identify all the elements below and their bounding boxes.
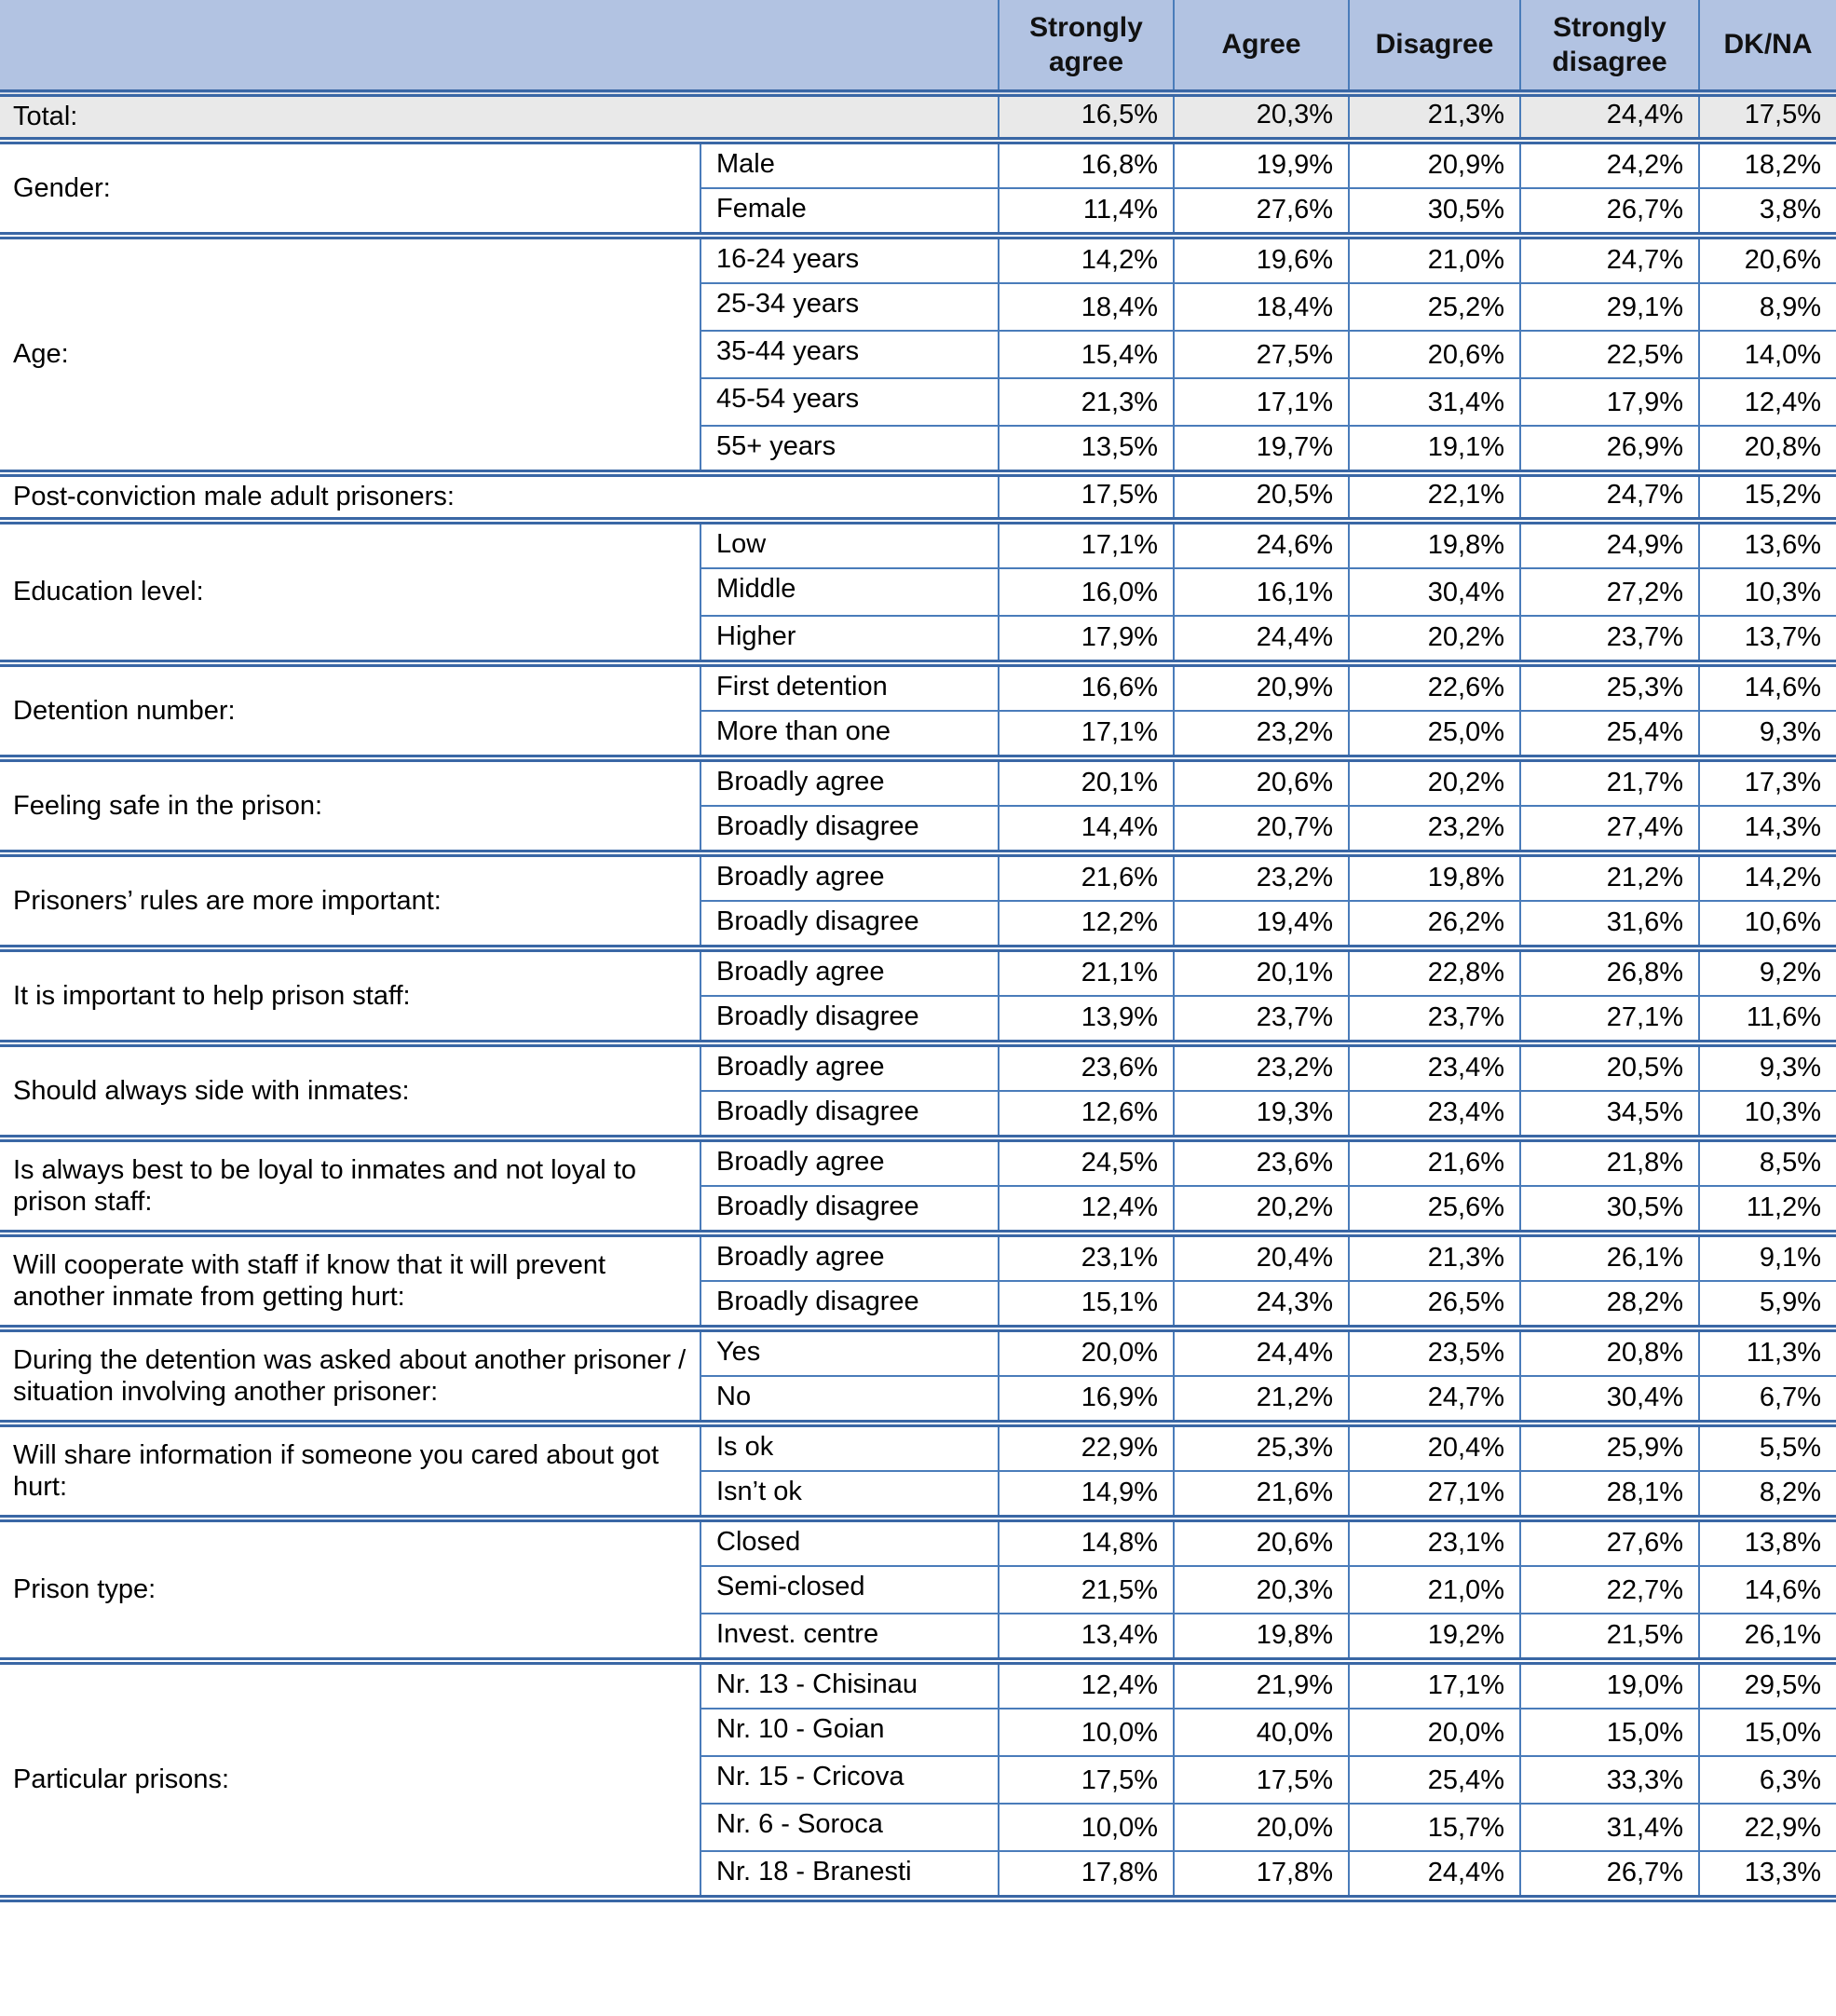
subcategory-cell: Is ok (700, 1423, 999, 1471)
subcategory-cell: Broadly disagree (700, 806, 999, 853)
value-cell: 3,8% (1699, 188, 1836, 236)
value-cell: 20,4% (1174, 1233, 1349, 1281)
value-cell: 21,2% (1520, 853, 1699, 901)
column-header-strongly-disagree: Strongly disagree (1520, 0, 1699, 93)
value-cell: 20,1% (1174, 948, 1349, 996)
value-cell: 23,1% (999, 1233, 1174, 1281)
value-cell: 18,2% (1699, 141, 1836, 188)
value-cell: 11,2% (1699, 1186, 1836, 1233)
value-cell: 23,2% (1174, 711, 1349, 758)
value-cell: 21,8% (1520, 1138, 1699, 1186)
value-cell: 21,5% (999, 1566, 1174, 1614)
value-cell: 31,4% (1349, 378, 1520, 426)
value-cell: 20,2% (1349, 758, 1520, 806)
value-cell: 12,4% (1699, 378, 1836, 426)
value-cell: 23,6% (1174, 1138, 1349, 1186)
value-cell: 27,5% (1174, 331, 1349, 378)
table-row (0, 1138, 1836, 1186)
subcategory-cell: Higher (700, 616, 999, 663)
value-cell: 17,5% (1699, 93, 1836, 141)
value-cell: 21,0% (1349, 1566, 1520, 1614)
table-row (0, 1043, 1836, 1091)
value-cell: 23,1% (1349, 1519, 1520, 1566)
value-cell: 8,9% (1699, 283, 1836, 331)
value-cell: 20,6% (1174, 758, 1349, 806)
value-cell: 24,5% (999, 1138, 1174, 1186)
table-row (0, 1233, 1836, 1281)
subcategory-cell: Broadly disagree (700, 1186, 999, 1233)
table-body (0, 93, 1836, 1899)
value-cell: 20,5% (1520, 1043, 1699, 1091)
value-cell: 15,4% (999, 331, 1174, 378)
value-cell: 21,3% (1349, 93, 1520, 141)
value-cell: 22,7% (1520, 1566, 1699, 1614)
table-row (0, 1423, 1836, 1471)
value-cell: 12,2% (999, 901, 1174, 948)
value-cell: 23,7% (1520, 616, 1699, 663)
value-cell: 23,2% (1174, 1043, 1349, 1091)
subcategory-cell: Nr. 13 - Chisinau (700, 1661, 999, 1709)
category-cell: Prison type: (0, 1519, 700, 1661)
subcategory-cell: No (700, 1376, 999, 1423)
subcategory-cell: Broadly disagree (700, 901, 999, 948)
value-cell: 21,3% (999, 378, 1174, 426)
value-cell: 18,4% (999, 283, 1174, 331)
value-cell: 24,7% (1520, 473, 1699, 521)
subcategory-cell: Semi-closed (700, 1566, 999, 1614)
value-cell: 23,4% (1349, 1091, 1520, 1138)
category-cell: During the detention was asked about another prisoner / situation involving another prisoner: (0, 1328, 700, 1423)
table-row (0, 758, 1836, 806)
value-cell: 17,9% (1520, 378, 1699, 426)
value-cell: 20,6% (1174, 1519, 1349, 1566)
value-cell: 15,0% (1520, 1709, 1699, 1756)
value-cell: 23,2% (1349, 806, 1520, 853)
value-cell: 19,2% (1349, 1614, 1520, 1661)
value-cell: 30,5% (1349, 188, 1520, 236)
value-cell: 20,7% (1174, 806, 1349, 853)
value-cell: 9,3% (1699, 1043, 1836, 1091)
value-cell: 9,3% (1699, 711, 1836, 758)
value-cell: 21,5% (1520, 1614, 1699, 1661)
value-cell: 19,8% (1174, 1614, 1349, 1661)
category-cell: Education level: (0, 521, 700, 663)
column-header-disagree: Disagree (1349, 0, 1520, 93)
table-row (0, 473, 1836, 521)
value-cell: 17,8% (999, 1851, 1174, 1899)
category-cell: Should always side with inmates: (0, 1043, 700, 1138)
category-cell: Age: (0, 236, 700, 473)
value-cell: 10,3% (1699, 568, 1836, 616)
subcategory-cell: Nr. 6 - Soroca (700, 1804, 999, 1851)
table-row (0, 948, 1836, 996)
subcategory-cell: Broadly agree (700, 1233, 999, 1281)
value-cell: 22,9% (999, 1423, 1174, 1471)
value-cell: 13,8% (1699, 1519, 1836, 1566)
category-cell: Particular prisons: (0, 1661, 700, 1899)
value-cell: 17,1% (999, 521, 1174, 568)
category-cell: Total: (0, 93, 999, 141)
value-cell: 11,3% (1699, 1328, 1836, 1376)
value-cell: 14,0% (1699, 331, 1836, 378)
value-cell: 25,6% (1349, 1186, 1520, 1233)
value-cell: 17,1% (1174, 378, 1349, 426)
value-cell: 15,0% (1699, 1709, 1836, 1756)
value-cell: 25,4% (1520, 711, 1699, 758)
table-row (0, 663, 1836, 711)
value-cell: 10,6% (1699, 901, 1836, 948)
table-row (0, 1328, 1836, 1376)
value-cell: 22,1% (1349, 473, 1520, 521)
value-cell: 21,3% (1349, 1233, 1520, 1281)
value-cell: 24,3% (1174, 1281, 1349, 1328)
value-cell: 24,4% (1349, 1851, 1520, 1899)
table-row (0, 141, 1836, 188)
subcategory-cell: Closed (700, 1519, 999, 1566)
subcategory-cell: 45-54 years (700, 378, 999, 426)
value-cell: 21,6% (1174, 1471, 1349, 1519)
value-cell: 26,5% (1349, 1281, 1520, 1328)
value-cell: 16,5% (999, 93, 1174, 141)
value-cell: 28,2% (1520, 1281, 1699, 1328)
category-cell: Feeling safe in the prison: (0, 758, 700, 853)
value-cell: 24,4% (1174, 1328, 1349, 1376)
subcategory-cell: Yes (700, 1328, 999, 1376)
value-cell: 13,5% (999, 426, 1174, 473)
value-cell: 16,1% (1174, 568, 1349, 616)
value-cell: 20,8% (1699, 426, 1836, 473)
category-cell: It is important to help prison staff: (0, 948, 700, 1043)
subcategory-cell: Broadly disagree (700, 996, 999, 1043)
value-cell: 14,6% (1699, 663, 1836, 711)
value-cell: 25,0% (1349, 711, 1520, 758)
value-cell: 25,9% (1520, 1423, 1699, 1471)
value-cell: 29,1% (1520, 283, 1699, 331)
value-cell: 17,8% (1174, 1851, 1349, 1899)
value-cell: 21,9% (1174, 1661, 1349, 1709)
table-header-row (0, 0, 1836, 93)
subcategory-cell: Low (700, 521, 999, 568)
value-cell: 20,0% (1174, 1804, 1349, 1851)
value-cell: 20,6% (1699, 236, 1836, 283)
subcategory-cell: Nr. 15 - Cricova (700, 1756, 999, 1804)
value-cell: 25,2% (1349, 283, 1520, 331)
value-cell: 24,7% (1349, 1376, 1520, 1423)
subcategory-cell: Broadly disagree (700, 1281, 999, 1328)
value-cell: 24,9% (1520, 521, 1699, 568)
value-cell: 14,8% (999, 1519, 1174, 1566)
subcategory-cell: Broadly agree (700, 853, 999, 901)
value-cell: 34,5% (1520, 1091, 1699, 1138)
value-cell: 16,8% (999, 141, 1174, 188)
value-cell: 17,5% (999, 473, 1174, 521)
value-cell: 33,3% (1520, 1756, 1699, 1804)
table-row (0, 521, 1836, 568)
subcategory-cell: First detention (700, 663, 999, 711)
value-cell: 10,0% (999, 1804, 1174, 1851)
value-cell: 29,5% (1699, 1661, 1836, 1709)
value-cell: 19,3% (1174, 1091, 1349, 1138)
value-cell: 19,9% (1174, 141, 1349, 188)
category-cell: Is always best to be loyal to inmates and not loyal to prison staff: (0, 1138, 700, 1233)
value-cell: 17,5% (999, 1756, 1174, 1804)
value-cell: 14,9% (999, 1471, 1174, 1519)
value-cell: 23,7% (1174, 996, 1349, 1043)
value-cell: 22,6% (1349, 663, 1520, 711)
value-cell: 20,3% (1174, 1566, 1349, 1614)
value-cell: 26,1% (1699, 1614, 1836, 1661)
column-header-dk-na: DK/NA (1699, 0, 1836, 93)
header-corner-cell (0, 0, 999, 93)
subcategory-cell: Isn’t ok (700, 1471, 999, 1519)
value-cell: 31,4% (1520, 1804, 1699, 1851)
value-cell: 21,0% (1349, 236, 1520, 283)
value-cell: 24,4% (1520, 93, 1699, 141)
value-cell: 15,2% (1699, 473, 1836, 521)
table-row (0, 1661, 1836, 1709)
value-cell: 28,1% (1520, 1471, 1699, 1519)
category-cell: Post-conviction male adult prisoners: (0, 473, 999, 521)
value-cell: 20,0% (999, 1328, 1174, 1376)
value-cell: 13,4% (999, 1614, 1174, 1661)
value-cell: 27,4% (1520, 806, 1699, 853)
value-cell: 13,6% (1699, 521, 1836, 568)
value-cell: 16,9% (999, 1376, 1174, 1423)
value-cell: 26,1% (1520, 1233, 1699, 1281)
value-cell: 12,4% (999, 1186, 1174, 1233)
value-cell: 26,7% (1520, 1851, 1699, 1899)
value-cell: 30,4% (1520, 1376, 1699, 1423)
category-cell: Prisoners’ rules are more important: (0, 853, 700, 948)
value-cell: 31,6% (1520, 901, 1699, 948)
value-cell: 20,6% (1349, 331, 1520, 378)
value-cell: 40,0% (1174, 1709, 1349, 1756)
value-cell: 30,5% (1520, 1186, 1699, 1233)
value-cell: 13,9% (999, 996, 1174, 1043)
value-cell: 10,3% (1699, 1091, 1836, 1138)
value-cell: 14,4% (999, 806, 1174, 853)
value-cell: 27,6% (1520, 1519, 1699, 1566)
value-cell: 27,6% (1174, 188, 1349, 236)
value-cell: 10,0% (999, 1709, 1174, 1756)
value-cell: 15,7% (1349, 1804, 1520, 1851)
column-header-strongly-agree: Strongly agree (999, 0, 1174, 93)
value-cell: 12,6% (999, 1091, 1174, 1138)
table-row (0, 93, 1836, 141)
value-cell: 21,2% (1174, 1376, 1349, 1423)
value-cell: 22,9% (1699, 1804, 1836, 1851)
value-cell: 14,3% (1699, 806, 1836, 853)
value-cell: 27,2% (1520, 568, 1699, 616)
value-cell: 13,7% (1699, 616, 1836, 663)
value-cell: 16,0% (999, 568, 1174, 616)
value-cell: 19,8% (1349, 853, 1520, 901)
value-cell: 11,4% (999, 188, 1174, 236)
subcategory-cell: Broadly agree (700, 758, 999, 806)
value-cell: 26,9% (1520, 426, 1699, 473)
value-cell: 21,6% (1349, 1138, 1520, 1186)
value-cell: 26,2% (1349, 901, 1520, 948)
value-cell: 26,8% (1520, 948, 1699, 996)
value-cell: 20,9% (1349, 141, 1520, 188)
table-row (0, 236, 1836, 283)
value-cell: 9,2% (1699, 948, 1836, 996)
category-cell: Will share information if someone you cared about got hurt: (0, 1423, 700, 1519)
value-cell: 24,6% (1174, 521, 1349, 568)
subcategory-cell: Middle (700, 568, 999, 616)
value-cell: 25,3% (1520, 663, 1699, 711)
subcategory-cell: Nr. 10 - Goian (700, 1709, 999, 1756)
value-cell: 8,5% (1699, 1138, 1836, 1186)
subcategory-cell: Broadly agree (700, 1138, 999, 1186)
value-cell: 19,0% (1520, 1661, 1699, 1709)
subcategory-cell: Broadly agree (700, 1043, 999, 1091)
subcategory-cell: Broadly disagree (700, 1091, 999, 1138)
value-cell: 22,8% (1349, 948, 1520, 996)
value-cell: 8,2% (1699, 1471, 1836, 1519)
value-cell: 20,2% (1349, 616, 1520, 663)
value-cell: 25,4% (1349, 1756, 1520, 1804)
value-cell: 21,1% (999, 948, 1174, 996)
value-cell: 24,4% (1174, 616, 1349, 663)
value-cell: 19,7% (1174, 426, 1349, 473)
value-cell: 23,2% (1174, 853, 1349, 901)
value-cell: 9,1% (1699, 1233, 1836, 1281)
value-cell: 19,4% (1174, 901, 1349, 948)
value-cell: 20,2% (1174, 1186, 1349, 1233)
subcategory-cell: 16-24 years (700, 236, 999, 283)
value-cell: 6,3% (1699, 1756, 1836, 1804)
value-cell: 20,0% (1349, 1709, 1520, 1756)
subcategory-cell: 35-44 years (700, 331, 999, 378)
value-cell: 14,2% (999, 236, 1174, 283)
value-cell: 23,6% (999, 1043, 1174, 1091)
value-cell: 19,8% (1349, 521, 1520, 568)
value-cell: 23,5% (1349, 1328, 1520, 1376)
value-cell: 20,9% (1174, 663, 1349, 711)
value-cell: 17,1% (1349, 1661, 1520, 1709)
column-header-agree: Agree (1174, 0, 1349, 93)
subcategory-cell: Male (700, 141, 999, 188)
value-cell: 26,7% (1520, 188, 1699, 236)
subcategory-cell: Female (700, 188, 999, 236)
value-cell: 25,3% (1174, 1423, 1349, 1471)
value-cell: 14,2% (1699, 853, 1836, 901)
value-cell: 5,5% (1699, 1423, 1836, 1471)
subcategory-cell: 55+ years (700, 426, 999, 473)
value-cell: 17,9% (999, 616, 1174, 663)
value-cell: 21,7% (1520, 758, 1699, 806)
value-cell: 21,6% (999, 853, 1174, 901)
table-row (0, 853, 1836, 901)
category-cell: Will cooperate with staff if know that it will prevent another inmate from getting hurt: (0, 1233, 700, 1328)
value-cell: 11,6% (1699, 996, 1836, 1043)
value-cell: 5,9% (1699, 1281, 1836, 1328)
value-cell: 15,1% (999, 1281, 1174, 1328)
table-row (0, 1519, 1836, 1566)
value-cell: 16,6% (999, 663, 1174, 711)
value-cell: 20,4% (1349, 1423, 1520, 1471)
value-cell: 17,1% (999, 711, 1174, 758)
subcategory-cell: More than one (700, 711, 999, 758)
value-cell: 22,5% (1520, 331, 1699, 378)
value-cell: 24,2% (1520, 141, 1699, 188)
subcategory-cell: Broadly agree (700, 948, 999, 996)
value-cell: 20,8% (1520, 1328, 1699, 1376)
category-cell: Gender: (0, 141, 700, 236)
value-cell: 23,7% (1349, 996, 1520, 1043)
value-cell: 6,7% (1699, 1376, 1836, 1423)
value-cell: 12,4% (999, 1661, 1174, 1709)
value-cell: 20,1% (999, 758, 1174, 806)
value-cell: 20,5% (1174, 473, 1349, 521)
subcategory-cell: 25-34 years (700, 283, 999, 331)
value-cell: 30,4% (1349, 568, 1520, 616)
value-cell: 27,1% (1520, 996, 1699, 1043)
value-cell: 17,5% (1174, 1756, 1349, 1804)
value-cell: 20,3% (1174, 93, 1349, 141)
value-cell: 19,1% (1349, 426, 1520, 473)
value-cell: 18,4% (1174, 283, 1349, 331)
value-cell: 19,6% (1174, 236, 1349, 283)
subcategory-cell: Nr. 18 - Branesti (700, 1851, 999, 1899)
value-cell: 17,3% (1699, 758, 1836, 806)
value-cell: 27,1% (1349, 1471, 1520, 1519)
value-cell: 14,6% (1699, 1566, 1836, 1614)
category-cell: Detention number: (0, 663, 700, 758)
subcategory-cell: Invest. centre (700, 1614, 999, 1661)
value-cell: 24,7% (1520, 236, 1699, 283)
value-cell: 13,3% (1699, 1851, 1836, 1899)
value-cell: 23,4% (1349, 1043, 1520, 1091)
